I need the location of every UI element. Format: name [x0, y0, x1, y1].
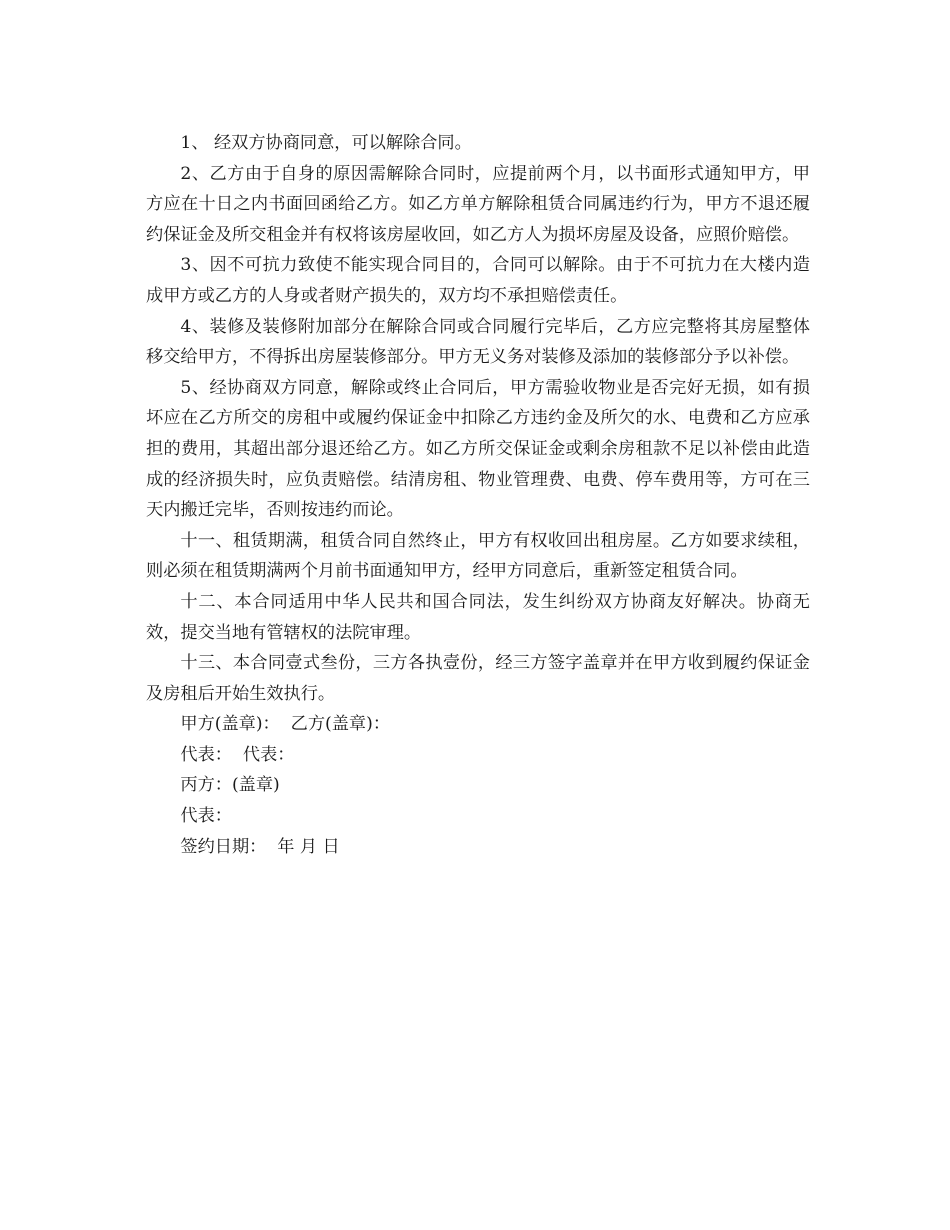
clause-5: 5、经协商双方同意，解除或终止合同后，甲方需验收物业是否完好无损，如有损坏应在乙方所交的房租中或履约保证金中扣除乙方违约金及所欠的水、电费和乙方应承担的费用，其超出部分退还给乙方。如乙方所交保证金或剩余房租款不足以补偿由此造成的经济损失时，应负责赔偿。结清房租、物业管理费、电费、停车费用等，方可在三天内搬迁完毕，否则按违约而论。	[146, 377, 810, 521]
clause-3: 3、因不可抗力致使不能实现合同目的，合同可以解除。由于不可抗力在大楼内造成甲方或乙方的人身或者财产损失的，双方均不承担赔偿责任。	[146, 255, 810, 306]
clause-2: 2、乙方由于自身的原因需解除合同时，应提前两个月，以书面形式通知甲方，甲方应在十日之内书面回函给乙方。如乙方单方解除租赁合同属违约行为，甲方不退还履约保证金及所交租金并有权将该房屋收回，如乙方人为损坏房屋及设备，应照价赔偿。	[146, 163, 810, 245]
signing-date: 签约日期： 年 月 日	[180, 836, 340, 857]
signature-party-c-representative: 代表：	[180, 806, 232, 827]
clause-11: 十一、租赁期满，租赁合同自然终止，甲方有权收回出租房屋。乙方如要求续租，则必须在租赁期满两个月前书面通知甲方，经甲方同意后，重新签定租赁合同。	[146, 530, 810, 582]
signature-party-c: 丙方：(盖章)	[180, 775, 280, 796]
clause-13: 十三、本合同壹式叁份，三方各执壹份，经三方签字盖章并在甲方收到履约保证金及房租后开始生效执行。	[146, 653, 810, 704]
signature-party-a-b: 甲方(盖章)： 乙方(盖章)：	[180, 714, 391, 735]
clause-12: 十二、本合同适用中华人民共和国合同法，发生纠纷双方协商友好解决。协商无效，提交当地有管辖权的法院审理。	[146, 591, 810, 643]
document-body	[146, 128, 810, 862]
clause-1: 1、 经双方协商同意，可以解除合同。	[180, 133, 472, 153]
clause-4: 4、装修及装修附加部分在解除合同或合同履行完毕后，乙方应完整将其房屋整体移交给甲方，不得拆出房屋装修部分。甲方无义务对装修及添加的装修部分予以补偿。	[146, 316, 810, 368]
signature-representatives: 代表： 代表：	[180, 744, 295, 765]
